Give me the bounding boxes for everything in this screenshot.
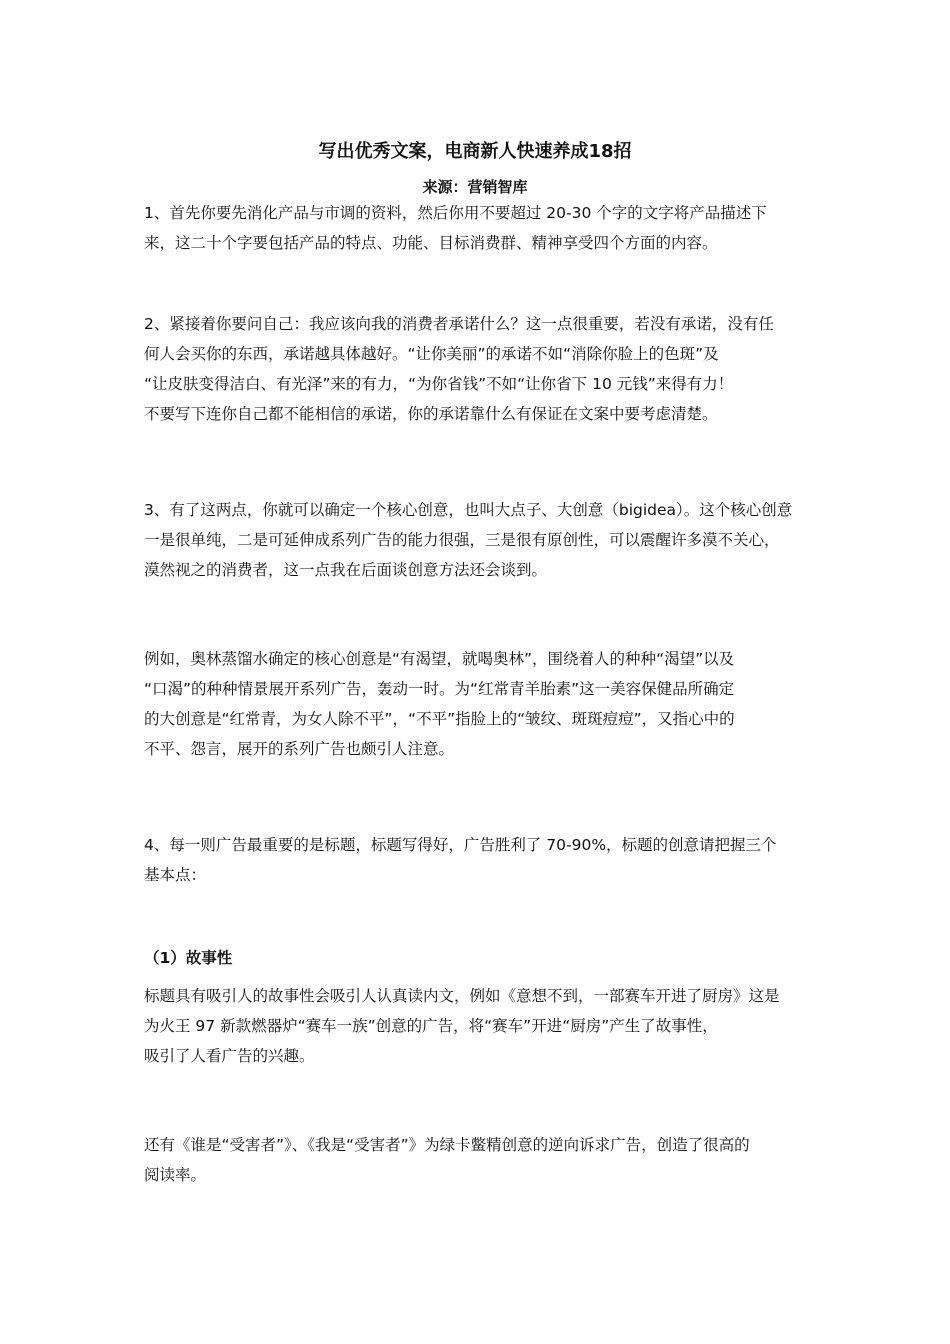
paragraph-6 [144, 981, 812, 1071]
paragraph-3 [144, 495, 812, 585]
paragraph-1 [144, 198, 812, 258]
paragraph-line: 为火王 97 新款燃器炉“赛车一族”创意的广告，将“赛车”开进“厨房”产生了故事性， [144, 1017, 718, 1035]
paragraph-line: 何人会买你的东西，承诺越具体越好。“让你美丽”的承诺不如“消除你脸上的色斑”及 [144, 345, 719, 363]
paragraph-7 [144, 1130, 812, 1190]
paragraph-line: 不平、怨言，展开的系列广告也颇引人注意。 [144, 740, 455, 758]
paragraph-line: 不要写下连你自己都不能相信的承诺，你的承诺靠什么有保证在文案中要考虑清楚。 [144, 405, 718, 423]
paragraph-line: “让皮肤变得洁白、有光泽”来的有力，“为你省钱”不如“让你省下 10 元钱”来得有力！ [144, 375, 734, 393]
document-title: 写出优秀文案，电商新人快速养成18招 [318, 141, 632, 162]
paragraph-line: “口渴”的种种情景展开系列广告，轰动一时。为“红常青羊胎素”这一美容保健品所确定 [144, 680, 735, 698]
paragraph-line: 的大创意是“红常青，为女人除不平”，“不平”指脸上的“皱纹、斑斑痘痘”，又指心中的 [144, 710, 735, 728]
paragraph-line: 阅读率。 [144, 1166, 207, 1184]
section-heading: （1）故事性 [144, 949, 233, 967]
paragraph-line: 吸引了人看广告的兴趣。 [144, 1047, 315, 1065]
paragraph-line: 还有《谁是“受害者”》、《我是“受害者”》为绿卡鳖精创意的逆向诉求广告，创造了很高的 [144, 1136, 750, 1154]
paragraph-line: 来，这二十个字要包括产品的特点、功能、目标消费群、精神享受四个方面的内容。 [144, 234, 718, 252]
document-source: 来源：营销智库 [422, 178, 528, 196]
paragraph-line: 漠然视之的消费者，这一点我在后面谈创意方法还会谈到。 [144, 561, 548, 579]
paragraph-line: 一是很单纯，二是可延伸成系列广告的能力很强，三是很有原创性，可以震醒许多漠不关心， [144, 531, 780, 549]
paragraph-line: 基本点： [144, 866, 207, 884]
paragraph-2 [144, 309, 812, 429]
paragraph-line: 2、紧接着你要问自己：我应该向我的消费者承诺什么？这一点很重要，若没有承诺，没有任 [144, 315, 774, 333]
paragraph-5 [144, 830, 812, 890]
paragraph-4 [144, 644, 812, 764]
paragraph-line: 1、首先你要先消化产品与市调的资料，然后你用不要超过 20-30 个字的文字将产品描述下 [144, 204, 767, 222]
paragraph-line: 4、每一则广告最重要的是标题，标题写得好，广告胜利了 70-90%，标题的创意请把握三个 [144, 836, 777, 854]
paragraph-line: 标题具有吸引人的故事性会吸引人认真读内文，例如《意想不到，一部赛车开进了厨房》这是 [144, 987, 780, 1005]
paragraph-line: 例如，奥林蒸馏水确定的核心创意是“有渴望，就喝奥林”，围绕着人的种种“渴望”以及 [144, 650, 735, 668]
paragraph-line: 3、有了这两点，你就可以确定一个核心创意，也叫大点子、大创意（bigidea）。这个核心创意 [144, 501, 793, 519]
